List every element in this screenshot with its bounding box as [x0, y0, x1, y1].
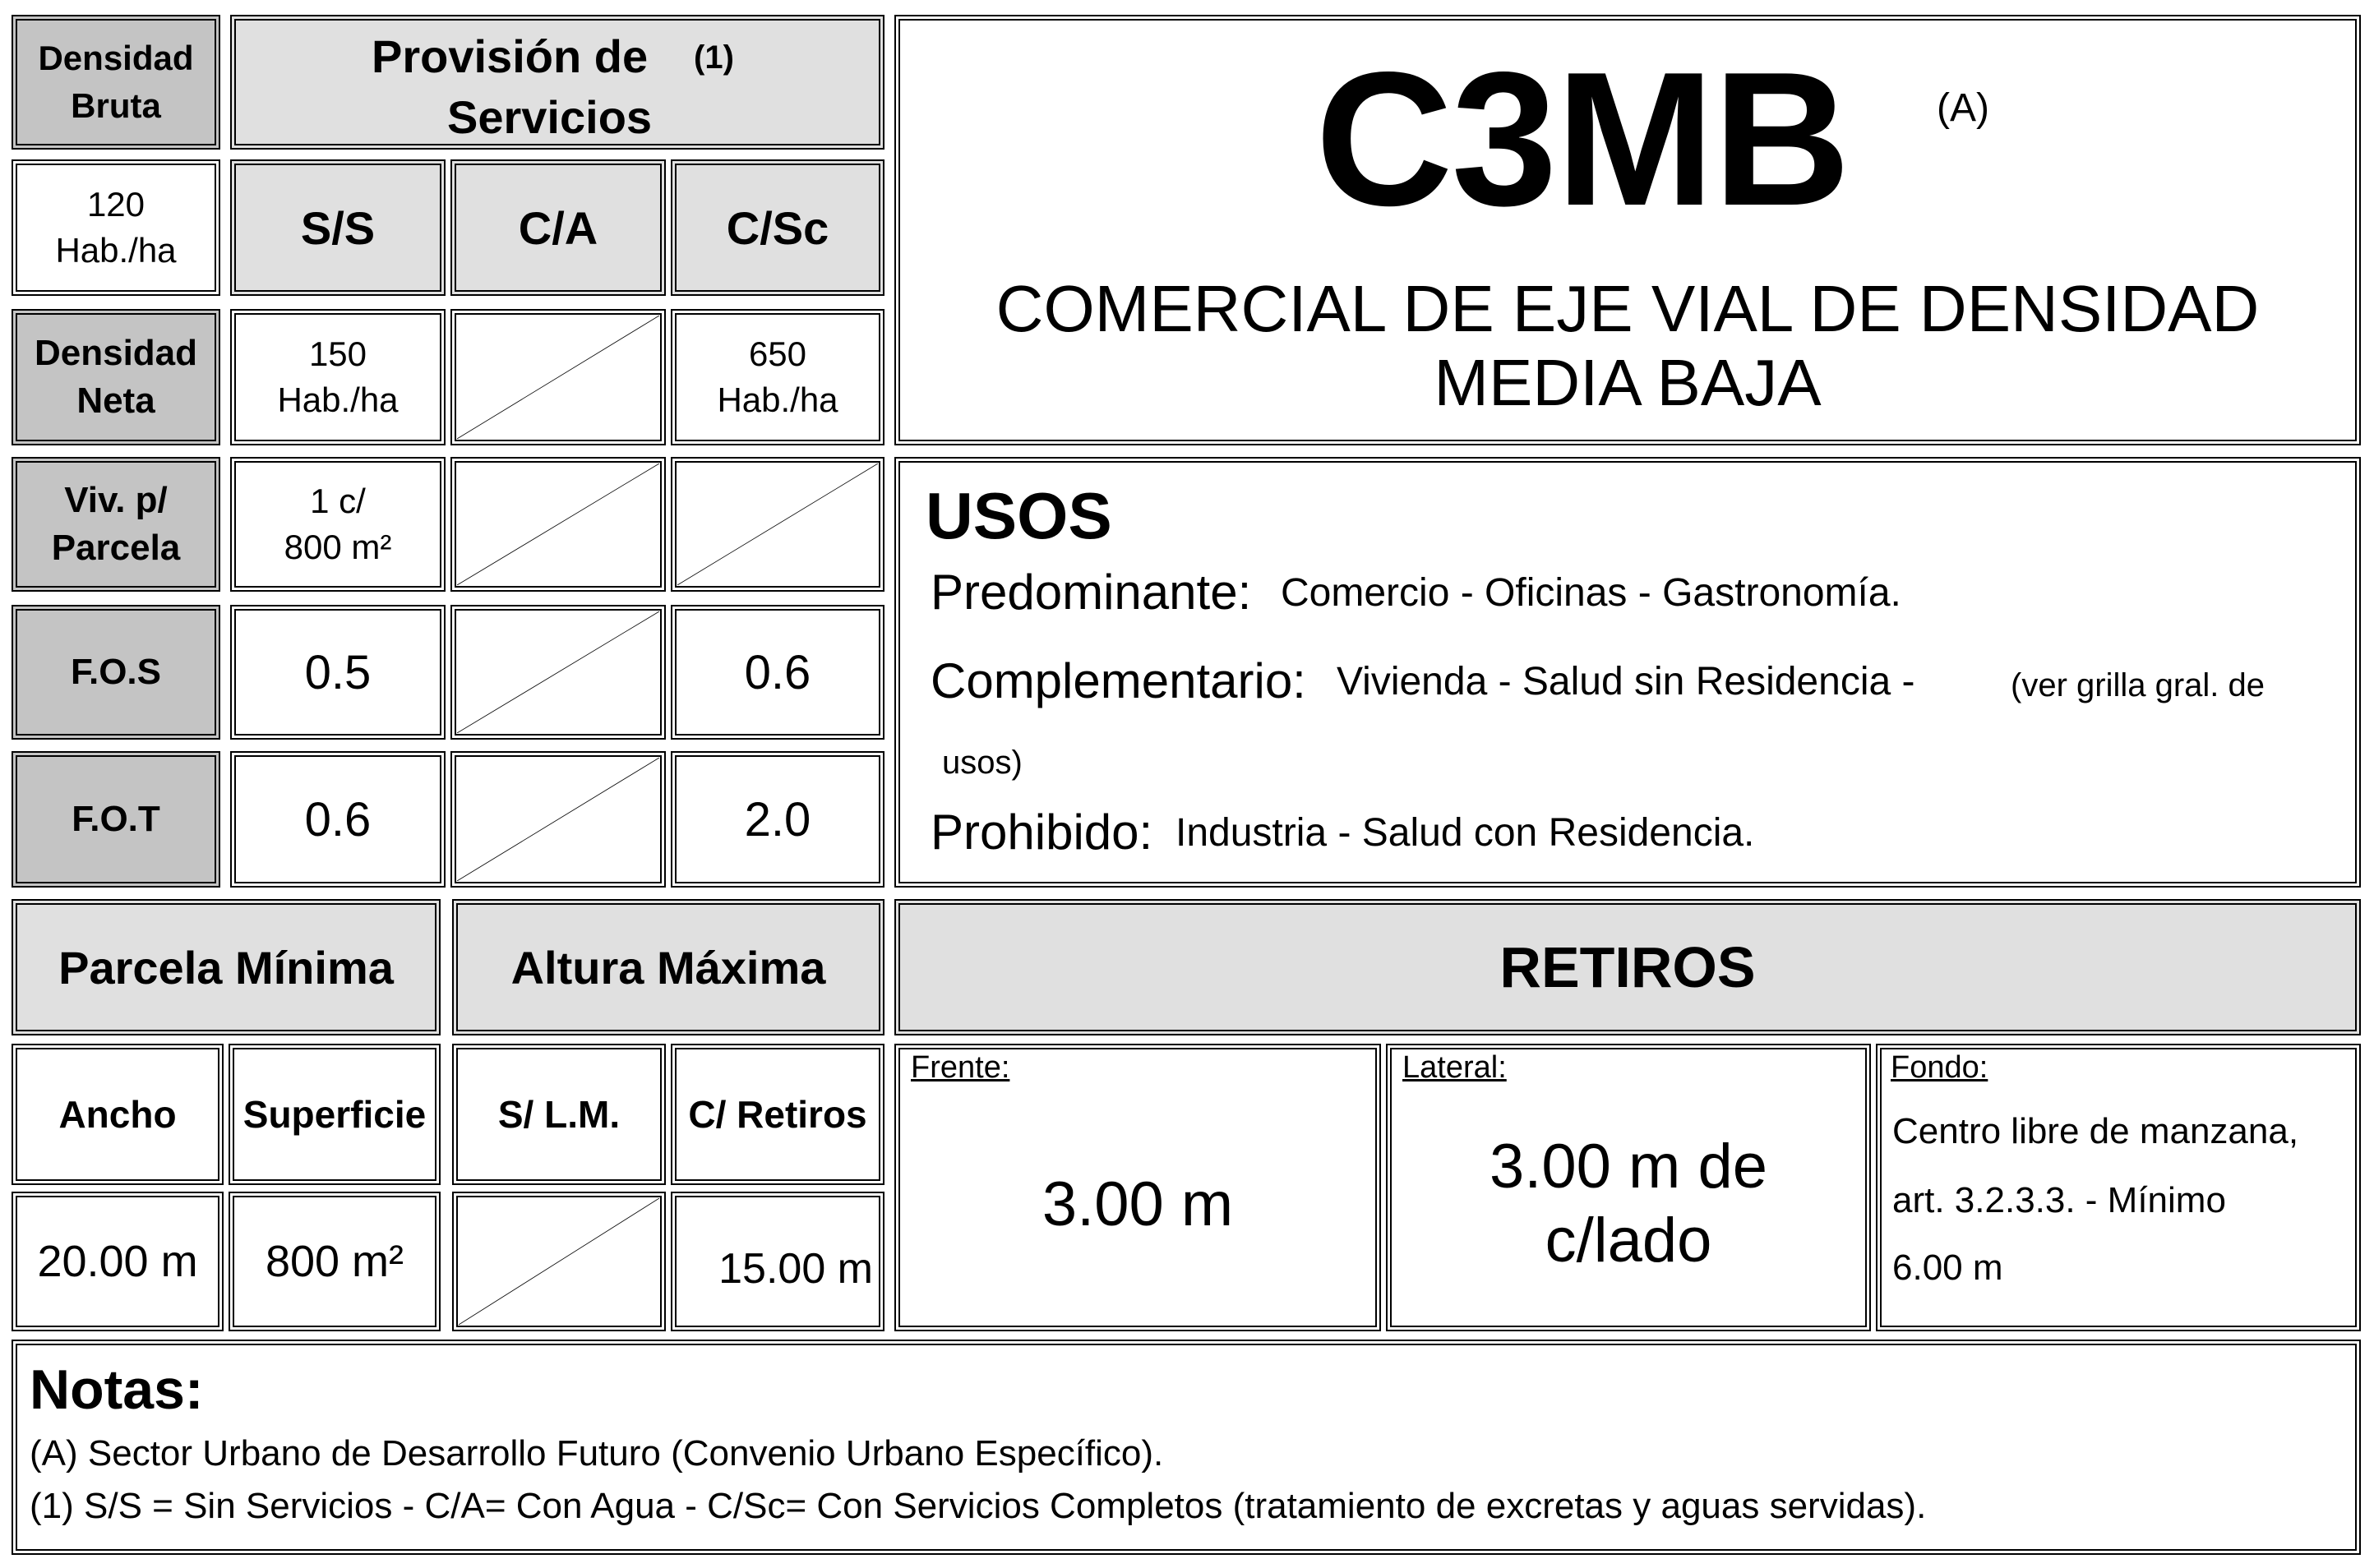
ancho-value: 20.00 m	[37, 1237, 198, 1286]
ancho-header-cell	[12, 1044, 224, 1185]
densidad-neta-ca-empty	[450, 309, 666, 445]
col-header-csc: C/Sc	[671, 159, 884, 296]
superficie-label: Superficie	[242, 1093, 427, 1136]
fot-label-cell	[12, 751, 220, 888]
empty-cell-diagonal	[457, 758, 659, 881]
empty-cell-diagonal	[457, 463, 659, 585]
col-header-ca: C/A	[450, 159, 666, 296]
fos-ca-empty	[450, 605, 666, 740]
viv-parcela-ss-cell: 1 c/ 800 m²	[230, 457, 446, 592]
densidad-neta-ss-cell: 150 Hab./ha	[230, 309, 446, 445]
zone-code-superscript: (A)	[1937, 86, 1989, 130]
cretiros-value: 15.00 m	[718, 1245, 873, 1293]
empty-cell-diagonal	[457, 611, 659, 733]
prohibido-label: Prohibido:	[931, 805, 1153, 860]
nota-a: (A) Sector Urbano de Desarrollo Futuro (Convenio Urbano Específico).	[30, 1433, 1164, 1473]
complementario-label: Complementario:	[931, 653, 1306, 708]
fondo-line3: 6.00 m	[1892, 1247, 2003, 1288]
provision-title-servicios: Servicios	[447, 91, 653, 143]
frente-value: 3.00 m	[1042, 1169, 1234, 1239]
parcela-minima-title: Parcela Mínima	[58, 941, 394, 994]
densidad-bruta-unit: Hab./ha	[55, 231, 177, 270]
viv-parcela-label: Viv. p/ Parcela	[51, 480, 181, 568]
densidad-neta-ss-value: 150	[308, 334, 367, 373]
cretiros-header-cell	[671, 1044, 884, 1185]
densidad-bruta-label-cell	[12, 15, 220, 150]
frente-cell	[894, 1044, 1381, 1331]
fondo-line1: Centro libre de manzana,	[1892, 1111, 2299, 1151]
prohibido-value: Industria - Salud con Residencia.	[1175, 811, 1755, 855]
notas-box	[12, 1340, 2361, 1555]
empty-cell-diagonal	[457, 316, 659, 439]
fot-ca-empty	[450, 751, 666, 888]
complementario-note: (ver grilla gral. de	[2011, 667, 2265, 703]
viv-parcela-ca-empty	[450, 457, 666, 592]
lateral-value-line2: c/lado	[1545, 1206, 1712, 1275]
fot-ss-value: 0.6	[304, 792, 372, 846]
empty-cell-diagonal	[677, 463, 878, 585]
fos-csc-cell	[671, 605, 884, 740]
densidad-bruta-value: 120	[86, 185, 145, 224]
lateral-cell	[1386, 1044, 1871, 1331]
densidad-neta-csc-value: 650	[748, 334, 807, 373]
lateral-label: Lateral:	[1402, 1050, 1507, 1085]
ancho-label: Ancho	[58, 1093, 177, 1136]
superficie-header-cell	[229, 1044, 441, 1185]
fos-ss-cell	[230, 605, 446, 740]
cretiros-value-cell	[671, 1192, 884, 1331]
altura-maxima-title: Altura Máxima	[510, 941, 826, 994]
fot-csc-cell	[671, 751, 884, 888]
slm-empty-cell	[452, 1192, 666, 1331]
fot-csc-value: 2.0	[744, 792, 811, 846]
complementario-note-cont: usos)	[942, 745, 1023, 781]
slm-header-cell	[452, 1044, 666, 1185]
lateral-value-line1: 3.00 m de	[1490, 1132, 1767, 1201]
frente-label: Frente:	[911, 1050, 1010, 1085]
densidad-neta-label-cell	[12, 309, 220, 445]
fot-label: F.O.T	[72, 799, 160, 839]
superficie-value-cell	[229, 1192, 441, 1331]
altura-maxima-header	[452, 899, 884, 1035]
nota-1: (1) S/S = Sin Servicios - C/A= Con Agua - C/Sc= Con Servicios Completos (tratamiento de excretas y aguas servidas).	[30, 1486, 1927, 1526]
fondo-line2: art. 3.2.3.3. - Mínimo	[1892, 1180, 2226, 1220]
notas-title: Notas:	[30, 1358, 204, 1421]
usos-title: USOS	[926, 479, 1112, 552]
provision-title: Provisión de	[372, 30, 649, 82]
fos-ss-value: 0.5	[304, 645, 372, 699]
densidad-bruta-label: Densidad Bruta	[38, 39, 194, 125]
zone-title-box	[894, 15, 2361, 445]
predominante-label: Predominante:	[931, 565, 1252, 620]
fos-label-cell	[12, 605, 220, 740]
fos-label: F.O.S	[70, 652, 162, 692]
fondo-label: Fondo:	[1891, 1050, 1988, 1085]
empty-cell-diagonal	[459, 1198, 659, 1325]
provision-servicios-header	[230, 15, 884, 150]
fos-csc-value: 0.6	[744, 645, 811, 699]
densidad-bruta-value-cell	[12, 159, 220, 296]
fondo-cell	[1876, 1044, 2361, 1331]
col-header-ss: S/S	[230, 159, 446, 296]
parcela-minima-header	[12, 899, 441, 1035]
ancho-value-cell	[12, 1192, 224, 1331]
densidad-neta-csc-cell: 650 Hab./ha	[671, 309, 884, 445]
provision-note: (1)	[694, 39, 734, 76]
predominante-value: Comercio - Oficinas - Gastronomía.	[1281, 571, 1901, 615]
usos-box	[894, 457, 2361, 888]
fot-ss-cell	[230, 751, 446, 888]
cretiros-label: C/ Retiros	[688, 1093, 867, 1136]
zone-code: C3MB	[1315, 33, 1850, 246]
viv-parcela-csc-empty	[671, 457, 884, 592]
retiros-title: RETIROS	[1499, 935, 1756, 999]
complementario-value: Vivienda - Salud sin Residencia -	[1337, 660, 1915, 703]
zone-name-line1: COMERCIAL DE EJE VIAL DE DENSIDAD	[995, 272, 2260, 345]
densidad-neta-label: Densidad Neta	[34, 333, 198, 421]
viv-parcela-label-cell	[12, 457, 220, 592]
superficie-value: 800 m²	[265, 1237, 404, 1286]
slm-label: S/ L.M.	[497, 1093, 621, 1136]
retiros-header	[894, 899, 2361, 1035]
zone-name-line2: MEDIA BAJA	[1434, 346, 1822, 419]
